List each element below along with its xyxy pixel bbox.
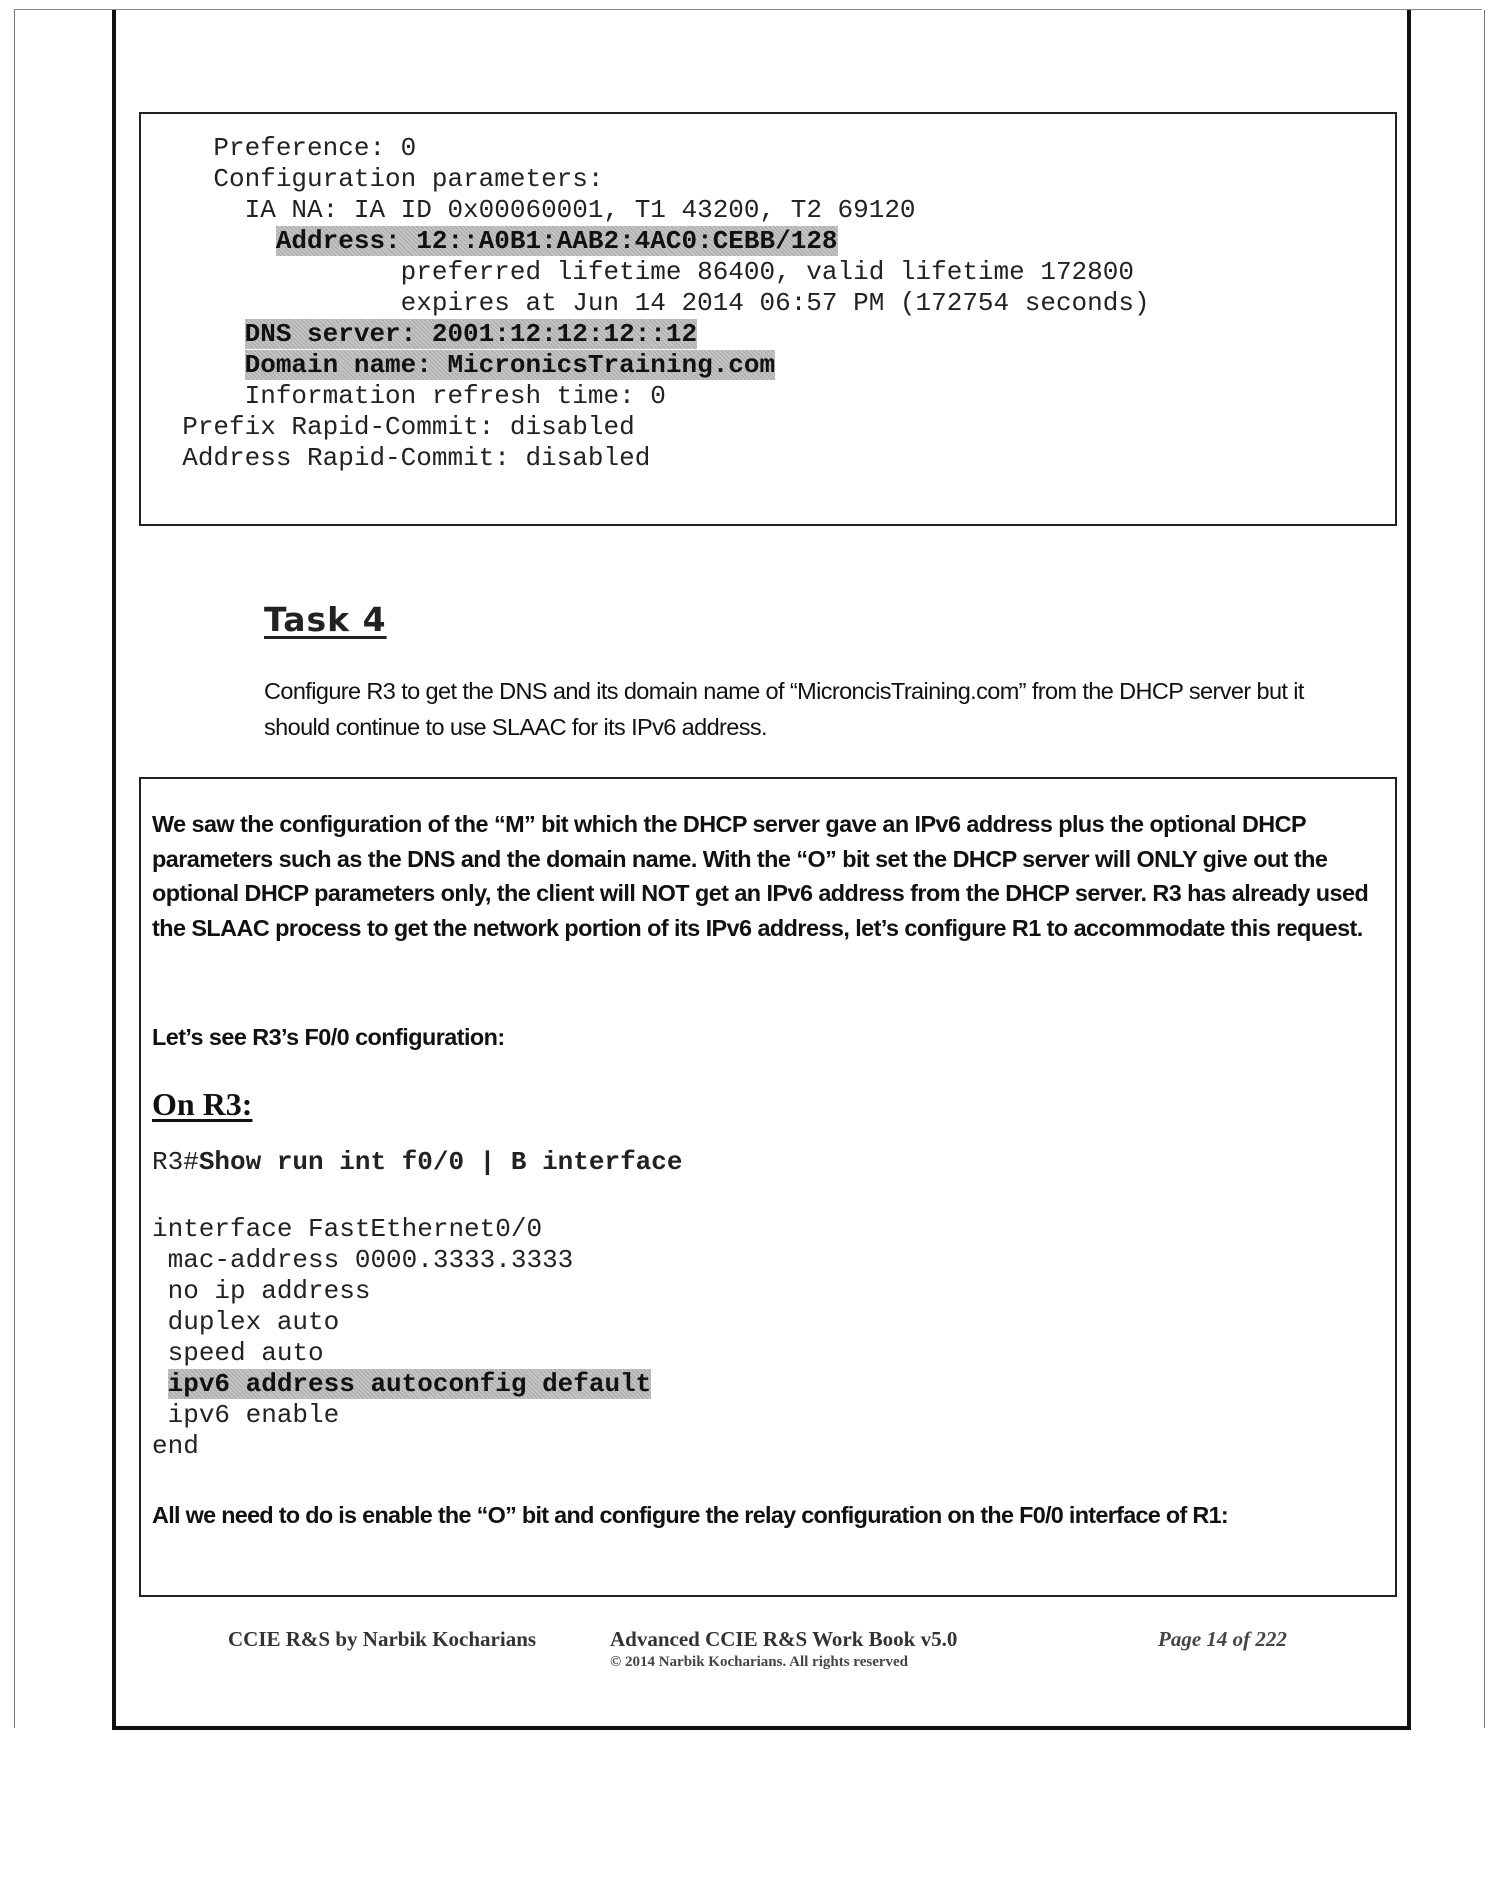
page-border-left [112,10,116,1730]
code-indent [151,133,213,163]
code-indent [152,1400,168,1430]
highlighted-code-text: ipv6 address autoconfig default [167,1369,652,1399]
code-indent [151,350,245,380]
highlighted-code-text: DNS server: 2001:12:12:12::12 [244,319,698,349]
code-line [152,1400,651,1431]
code-text: Configuration parameters: [213,164,604,194]
lets-see-text: Let’s see R3’s F0/0 configuration: [152,1024,505,1050]
code-line [151,319,1150,350]
interface-config [152,1214,651,1462]
code-text: Prefix Rapid-Commit: disabled [182,412,635,442]
command-prompt: R3# [152,1147,199,1177]
code-text: Address Rapid-Commit: disabled [182,443,651,473]
code-text: preferred lifetime 86400, valid lifetime 172800 [400,257,1134,287]
code-indent [152,1245,168,1275]
footer-copyright: © 2014 Narbik Kocharians. All rights reserved [610,1654,909,1670]
code-text: duplex auto [167,1307,340,1337]
code-indent [151,381,245,411]
code-indent [152,1307,168,1337]
command-output [151,133,1150,474]
code-text: expires at Jun 14 2014 06:57 PM (172754 seconds) [400,288,1150,318]
code-line [151,133,1150,164]
code-line [152,1276,651,1307]
code-line [151,443,1150,474]
code-indent [152,1338,168,1368]
router-heading: On R3: [152,1086,253,1122]
code-indent [151,443,182,473]
code-text: ipv6 enable [167,1400,340,1430]
code-indent [151,226,276,256]
footer-page-number: Page 14 of 222 [1158,1627,1287,1651]
page-edge-left [14,10,15,1728]
code-indent [151,164,213,194]
code-indent [152,1369,168,1399]
code-line [151,350,1150,381]
code-indent [151,288,401,318]
code-line [152,1369,651,1400]
code-indent [152,1276,168,1306]
code-indent [151,319,245,349]
code-text: Preference: 0 [213,133,417,163]
highlighted-code-text: Address: 12::A0B1:AAB2:4AC0:CEBB/128 [275,226,838,256]
page-border-bottom [112,1726,1411,1730]
page-edge-top [14,9,1482,10]
code-text: IA NA: IA ID 0x00060001, T1 43200, T2 69120 [244,195,916,225]
code-line [151,164,1150,195]
code-line [151,381,1150,412]
code-line [152,1307,651,1338]
page-border-right [1407,10,1411,1730]
task-title: Task 4 [264,600,387,639]
code-line [152,1431,651,1462]
code-indent [151,257,401,287]
code-text: no ip address [167,1276,371,1306]
code-text: speed auto [167,1338,324,1368]
command-text: Show run int f0/0 | B interface [198,1147,683,1177]
code-line [151,412,1150,443]
code-line [152,1214,651,1245]
highlighted-code-text: Domain name: MicronicsTraining.com [244,350,776,380]
page-edge-right [1484,10,1485,1728]
code-indent [151,412,182,442]
code-text: interface FastEthernet0/0 [152,1214,543,1244]
command-output-box [139,112,1397,526]
command-line [152,1147,683,1178]
solution-paragraph: We saw the configuration of the “M” bit which the DHCP server gave an IPv6 address plus the optional DHCP parameters such as the DNS and the domain name. With the “O” bit set the DHCP server will ONLY give out the optional DHCP parameters only, the client will NOT get an IPv6 address from the DHCP server. R3 has already used the SLAAC process to get the network portion of its IPv6 address, let’s configure R1 to accommodate this request. [152,811,1369,941]
footer-author: CCIE R&S by Narbik Kocharians [228,1627,537,1651]
code-text: end [152,1431,199,1461]
code-text: mac-address 0000.3333.3333 [167,1245,574,1275]
code-line [151,257,1150,288]
code-indent [151,195,245,225]
code-line [151,195,1150,226]
closing-text: All we need to do is enable the “O” bit and configure the relay configuration on the F0/0 interface of R1: [152,1502,1228,1528]
footer-book-title: Advanced CCIE R&S Work Book v5.0 [610,1627,958,1651]
code-line [151,226,1150,257]
code-line [151,288,1150,319]
code-line [152,1338,651,1369]
code-text: Information refresh time: 0 [244,381,666,411]
task-description: Configure R3 to get the DNS and its domain name of “MicroncisTraining.com” from the DHCP server but it should continue to use SLAAC for its IPv6 address. [264,678,1304,740]
code-line [152,1245,651,1276]
